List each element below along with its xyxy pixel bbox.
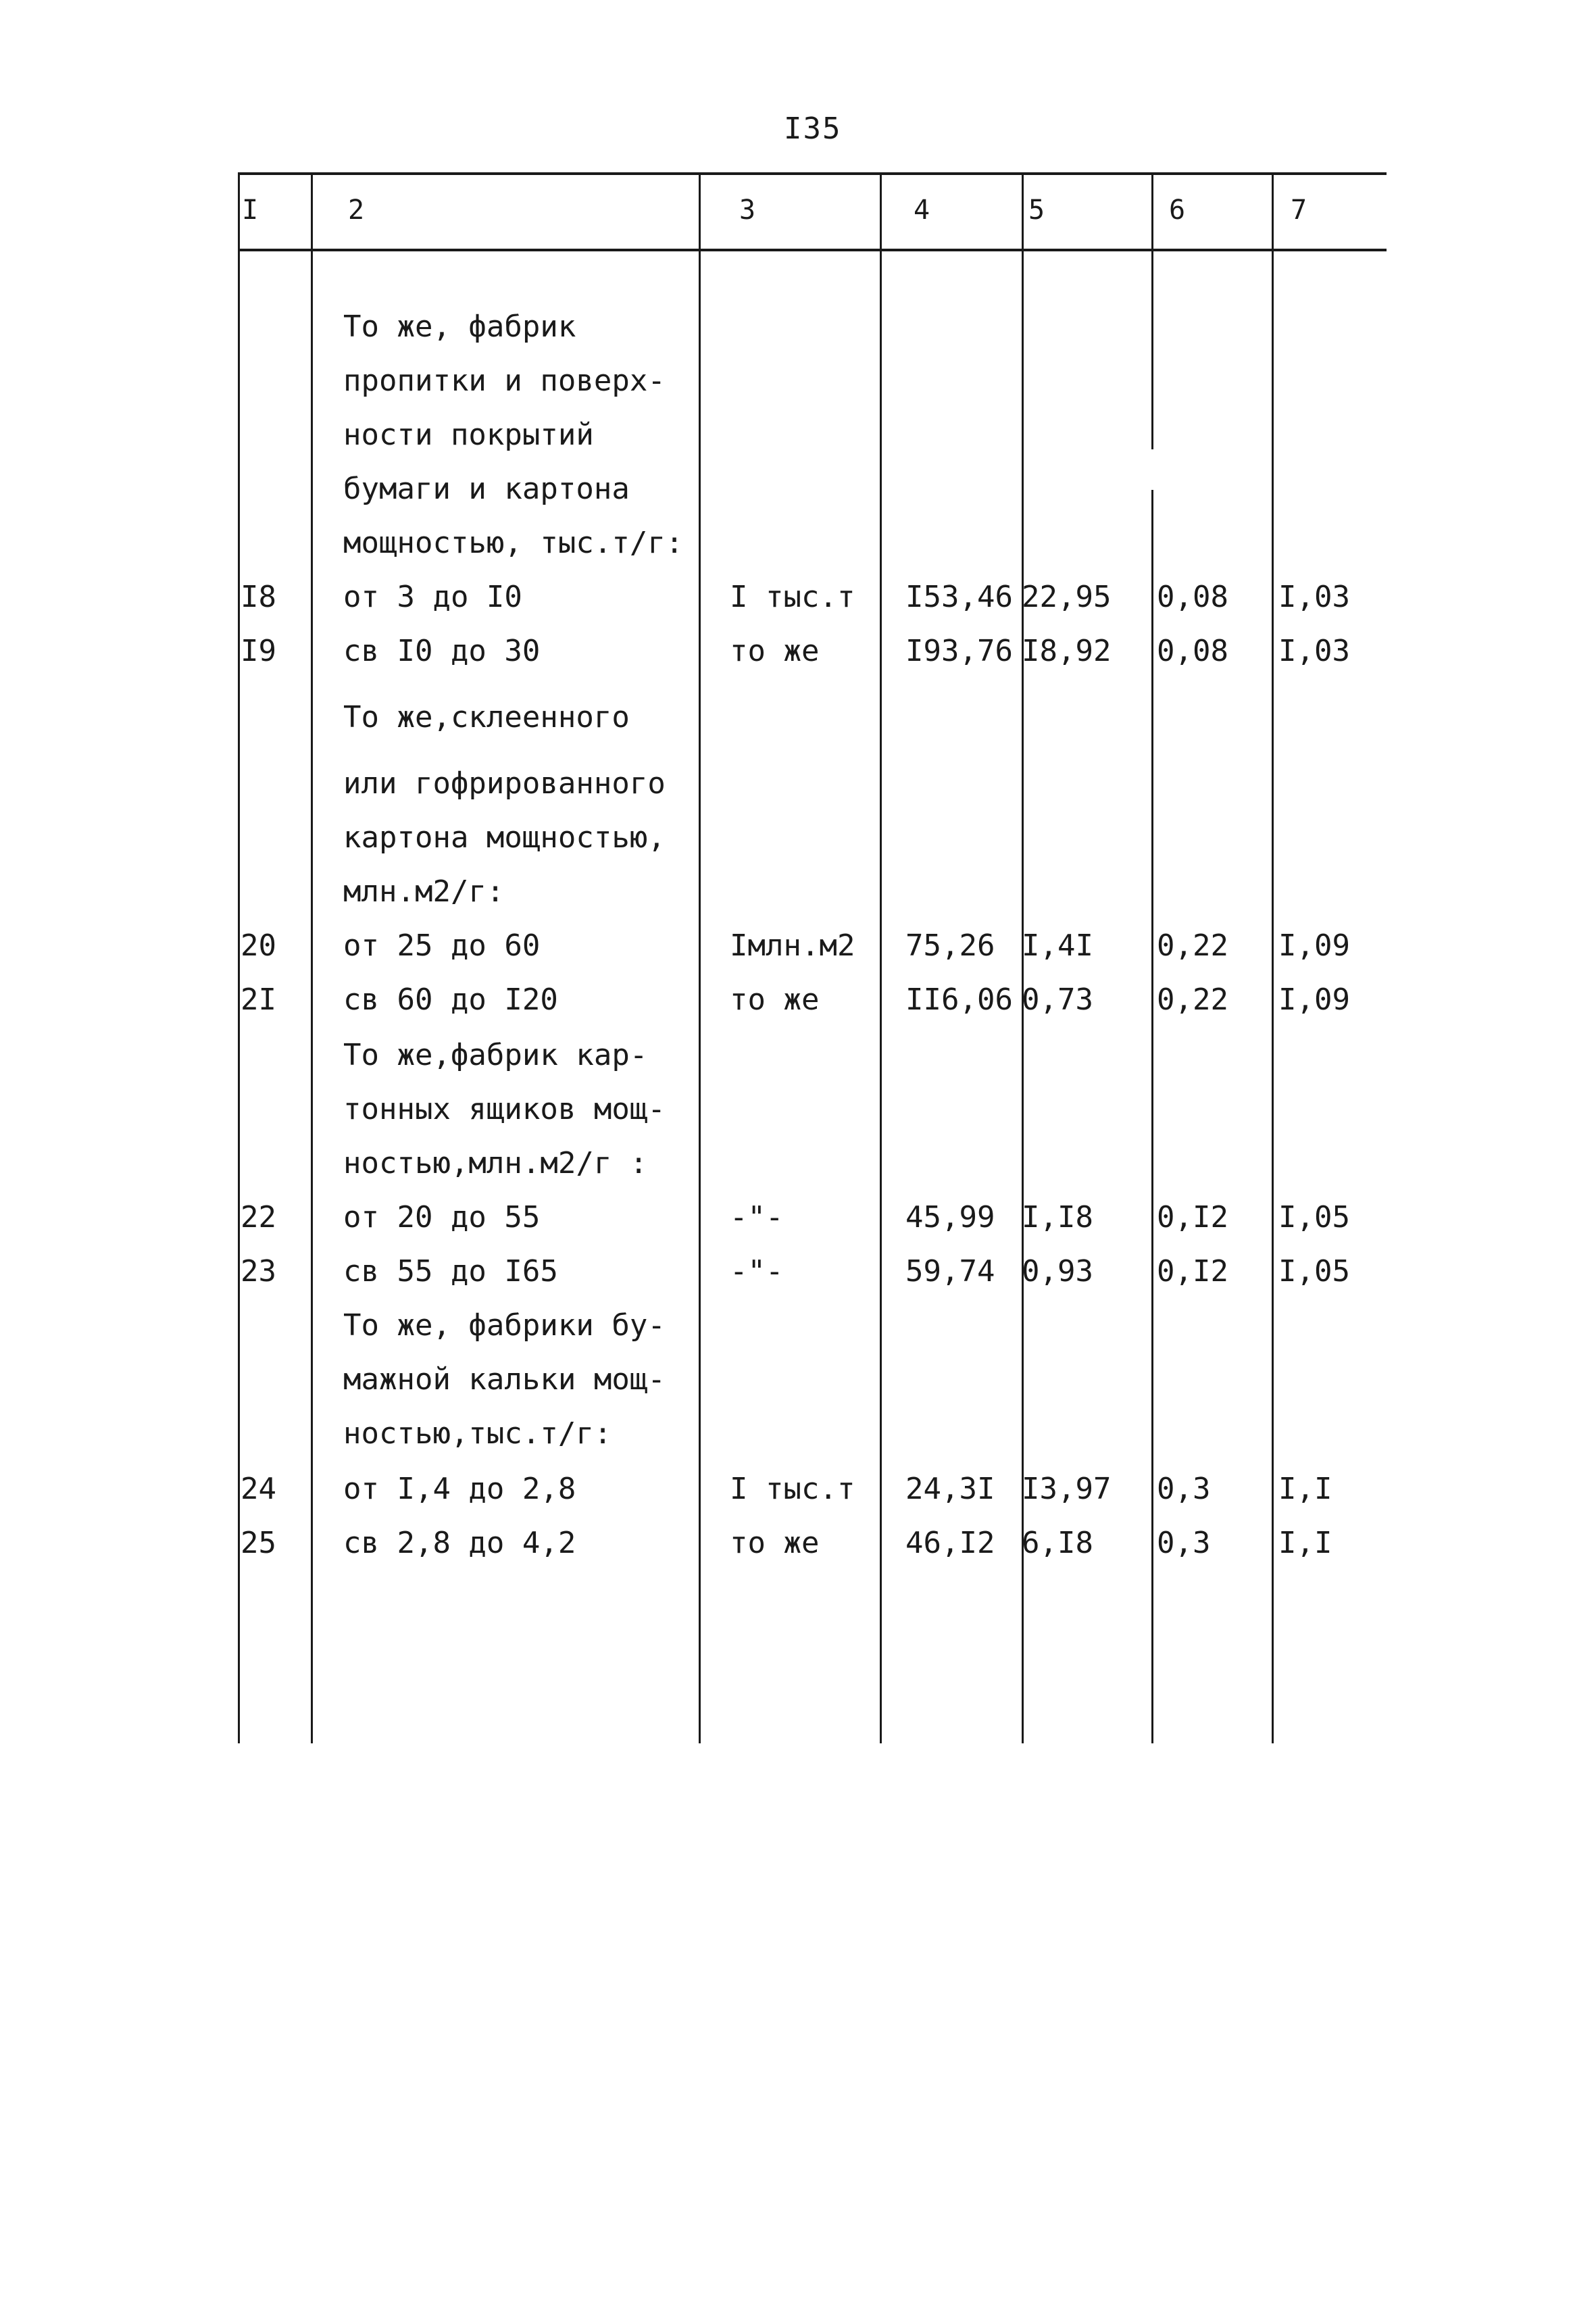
description-line: То же,склеенного xyxy=(343,700,630,735)
row-col5: 6,I8 xyxy=(1022,1526,1093,1560)
row-col4: 45,99 xyxy=(905,1200,995,1235)
column-divider xyxy=(1151,490,1153,1743)
row-name: от 3 до I0 xyxy=(343,580,522,614)
row-col4: I53,46 xyxy=(905,580,1013,614)
row-col7: I,03 xyxy=(1278,580,1350,614)
header-cell: 4 xyxy=(914,195,930,226)
table-top-rule xyxy=(238,172,1387,175)
header-cell: 5 xyxy=(1028,195,1045,226)
row-number: I8 xyxy=(241,580,276,614)
row-unit: I тыс.т xyxy=(730,580,855,614)
column-divider xyxy=(1151,172,1153,449)
row-col4: II6,06 xyxy=(905,982,1013,1017)
row-col6: 0,I2 xyxy=(1157,1200,1228,1235)
description-line: тонных ящиков мощ- xyxy=(343,1092,666,1126)
row-number: I9 xyxy=(241,634,276,668)
row-number: 20 xyxy=(241,928,276,963)
row-col7: I,03 xyxy=(1278,634,1350,668)
row-name: св I0 до 30 xyxy=(343,634,541,668)
column-divider xyxy=(238,172,240,1743)
row-col5: I,I8 xyxy=(1022,1200,1093,1235)
row-col4: 75,26 xyxy=(905,928,995,963)
description-line: ностью,млн.м2/г : xyxy=(343,1146,648,1180)
description-line: ности покрытий xyxy=(343,418,594,452)
description-line: ностью,тыс.т/г: xyxy=(343,1416,612,1451)
row-unit: -"- xyxy=(730,1200,784,1235)
description-line: То же, фабрик xyxy=(343,309,576,344)
row-unit: Iмлн.м2 xyxy=(730,928,855,963)
description-line: мажной кальки мощ- xyxy=(343,1362,666,1397)
header-cell: 6 xyxy=(1169,195,1186,226)
row-col7: I,05 xyxy=(1278,1200,1350,1235)
row-col5: I3,97 xyxy=(1022,1472,1112,1506)
table-header-rule xyxy=(238,249,1387,251)
row-unit: то же xyxy=(730,1526,820,1560)
description-line: или гофрированного xyxy=(343,766,666,801)
column-divider xyxy=(699,172,701,1743)
description-line: пропитки и поверх- xyxy=(343,364,666,398)
row-col5: 0,73 xyxy=(1022,982,1093,1017)
row-number: 23 xyxy=(241,1254,276,1289)
column-divider xyxy=(1272,172,1274,1743)
row-col6: 0,3 xyxy=(1157,1526,1211,1560)
row-name: св 55 до I65 xyxy=(343,1254,558,1289)
row-name: от I,4 до 2,8 xyxy=(343,1472,576,1506)
description-line: То же, фабрики бу- xyxy=(343,1308,666,1343)
row-col7: I,09 xyxy=(1278,928,1350,963)
description-line: млн.м2/г: xyxy=(343,874,505,909)
header-cell: 3 xyxy=(739,195,756,226)
row-col7: I,09 xyxy=(1278,982,1350,1017)
row-name: от 20 до 55 xyxy=(343,1200,541,1235)
header-cell: 2 xyxy=(348,195,365,226)
row-col6: 0,22 xyxy=(1157,928,1228,963)
row-col4: 24,3I xyxy=(905,1472,995,1506)
row-col4: 59,74 xyxy=(905,1254,995,1289)
row-unit: -"- xyxy=(730,1254,784,1289)
row-number: 2I xyxy=(241,982,276,1017)
description-line: То же,фабрик кар- xyxy=(343,1038,648,1072)
column-divider xyxy=(311,172,313,1743)
row-col6: 0,22 xyxy=(1157,982,1228,1017)
page-number: I35 xyxy=(784,111,842,146)
row-number: 24 xyxy=(241,1472,276,1506)
row-col5: 22,95 xyxy=(1022,580,1112,614)
header-cell: I xyxy=(242,195,259,226)
row-col7: I,05 xyxy=(1278,1254,1350,1289)
row-col5: I,4I xyxy=(1022,928,1093,963)
row-number: 22 xyxy=(241,1200,276,1235)
row-unit: I тыс.т xyxy=(730,1472,855,1506)
row-col7: I,I xyxy=(1278,1472,1332,1506)
row-col4: 46,I2 xyxy=(905,1526,995,1560)
row-unit: то же xyxy=(730,634,820,668)
row-col7: I,I xyxy=(1278,1526,1332,1560)
row-col5: I8,92 xyxy=(1022,634,1112,668)
row-name: св 2,8 до 4,2 xyxy=(343,1526,576,1560)
column-divider xyxy=(880,172,882,1743)
row-col6: 0,I2 xyxy=(1157,1254,1228,1289)
description-line: мощностью, тыс.т/г: xyxy=(343,526,684,560)
row-col6: 0,08 xyxy=(1157,580,1228,614)
row-col6: 0,3 xyxy=(1157,1472,1211,1506)
row-col4: I93,76 xyxy=(905,634,1013,668)
row-col6: 0,08 xyxy=(1157,634,1228,668)
row-name: св 60 до I20 xyxy=(343,982,558,1017)
row-col5: 0,93 xyxy=(1022,1254,1093,1289)
row-name: от 25 до 60 xyxy=(343,928,541,963)
description-line: бумаги и картона xyxy=(343,472,630,506)
row-number: 25 xyxy=(241,1526,276,1560)
row-unit: то же xyxy=(730,982,820,1017)
header-cell: 7 xyxy=(1291,195,1307,226)
description-line: картона мощностью, xyxy=(343,820,666,855)
